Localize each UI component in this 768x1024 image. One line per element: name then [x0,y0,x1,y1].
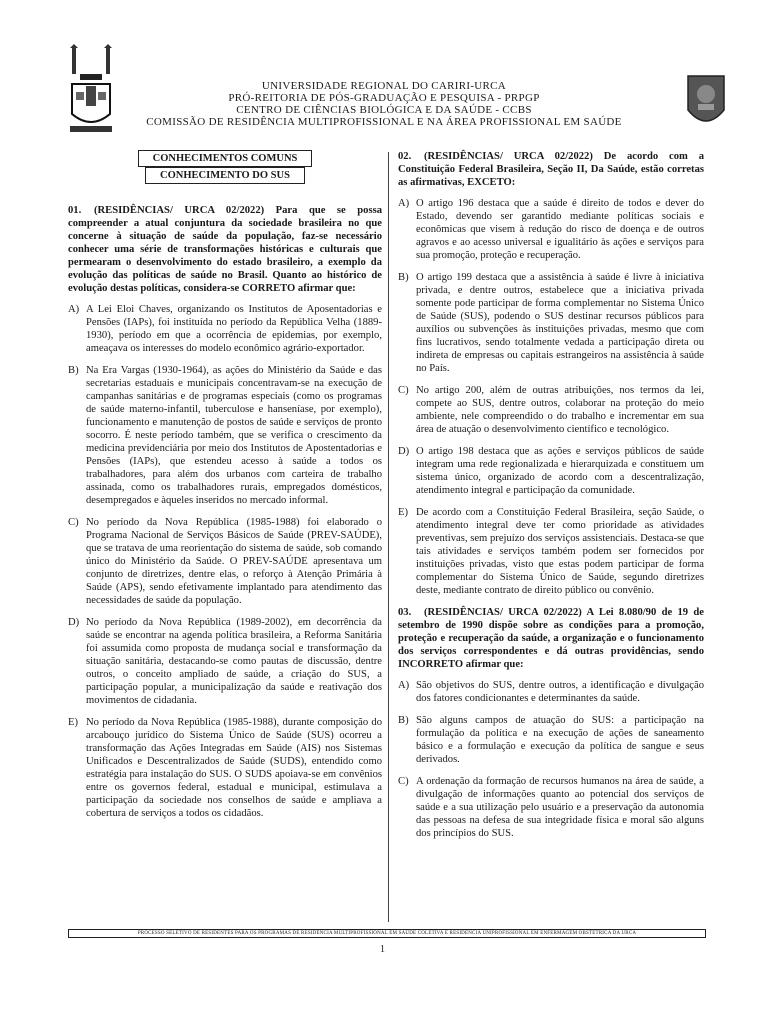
option-text: A ordenação da formação de recursos humanos na área de saúde, a divulgação de informações quanto ao potencial dos serviços de saúde e a sua utilização pelo usuário e a preservação da autonomia das pessoas na defesa de sua integridade física e moral são alguns dos princípios do SUS. [416,776,704,839]
option-text: São alguns campos de atuação do SUS: a participação na formulação da política e na execução de ações de saneamento básico e a formulação e execução da política de sangue e seus derivados. [416,715,704,765]
institution-header [0,80,768,140]
q02-option-b [398,271,704,375]
q02-option-e [398,506,704,597]
option-text: No período da Nova República (1989-2002), em decorrência da saúde se encontrar na agenda política brasileira, a Reforma Sanitária foi assumida como proposta de mudança social e transformação da situação sanitária, destacando-se como pautas de discussão, dentre outros, o conceito ampliado de saúde, a criação do SUS, a participação popular, a municipalização da saúde e reativação dos movimentos de cidadania. [86,617,382,706]
option-text: No período da Nova República (1985-1988), durante composição do arcabouço jurídico do Sistema Único de Saúde (SUS) ocorreu a transformação das Ações Integradas em Saúde (AIS) nos Sistemas Unificados e Descentralizados de Saúde (SUDS), entendido como estratégia para instalação do SUS. O SUDS apoiava-se em convênios entre os governos federal, estadual e municipal, estimulava a participação da sociedade nos conselhos de saúde e ampliava a cobertura de serviços a todos os cidadãos. [86,717,382,819]
option-letter: D) [398,446,410,457]
option-letter: E) [68,717,78,728]
section-box-common: CONHECIMENTOS COMUNS [138,150,313,167]
header-prorectorate: PRÓ-REITORIA DE PÓS-GRADUAÇÃO E PESQUISA - PRPGP [228,92,540,104]
q01-option-c [68,516,382,607]
section-box-sus: CONHECIMENTO DO SUS [145,167,305,184]
question-number: 01. [68,205,82,216]
option-text: O artigo 196 destaca que a saúde é direito de todos e dever do Estado, devendo ser garantido mediante políticas sociais e econômicas que visem à redução do risco de doença e de outros agravos e ao acesso universal e igualitário às ações e serviços para sua promoção, proteção e recuperação. [416,198,704,261]
question-01-stem [68,204,382,295]
option-letter: C) [68,517,79,528]
option-text: No artigo 200, além de outras atribuições, nos termos da lei, compete ao SUS, dentre outros, colaborar na proteção do meio ambiente, nele compreendido o do trabalho e incrementar em sua área de atuação o desenvolvimento científico e tecnológico. [416,385,704,435]
question-number: 02. [398,151,412,162]
q03-option-b [398,714,704,766]
option-text: O artigo 199 destaca que a assistência à saúde é livre à iniciativa privada, e dentre outros, estabelece que a iniciativa privada somente pode participar de forma complementar no Sistema Único de Saúde (SUS), podendo o SUS destinar recursos públicos para auxílios ou subvenções às instituições privadas, mesmo que com fins lucrativos, sendo totalmente vedada a participação direta ou indireta de empresas ou capitais estrangeiros na assistência à saúde no País. [416,272,704,374]
option-letter: B) [398,272,409,283]
option-text: A Lei Eloi Chaves, organizando os Institutos de Aposentadorias e Pensões (IAPs), foi instituída no período da República Velha (1889-1930), período em que a ocorrência de epidemias, por exemplo, ameaçava os interesses do modelo econômico agrário-exportador. [86,304,382,354]
footer-banner: PROCESSO SELETIVO DE RESIDENTES PARA OS PROGRAMAS DE RESIDÊNCIA MULTIPROFISSIONAL EM SAÚDE COLETIVA E RESIDÊNCIA UNIPROFISSIONAL EM ENFERMAGEM OBSTÉTRICA DA URCA [68,929,706,938]
option-text: De acordo com a Constituição Federal Brasileira, seção Saúde, o atendimento integral deve ter como prioridade as atividades preventivas, sem prejuízo dos serviços assistenciais. Destaca-se que tais atividades e serviços também podem ser fornecidos por instituições privadas, visto que estas podem participar de forma complementar do Sistema Único de Saúde, segundo diretrizes deste, mediante contrato de direito público ou convênio. [416,507,704,596]
option-letter: B) [68,365,79,376]
option-letter: C) [398,776,409,787]
q01-option-d [68,616,382,707]
header-university: UNIVERSIDADE REGIONAL DO CARIRI-URCA [261,80,507,92]
column-divider [388,152,389,922]
q01-option-a [68,303,382,355]
question-text: (RESIDÊNCIAS/ URCA 02/2022) De acordo com a Constituição Federal Brasileira, Seção II, Da Saúde, estão corretas as afirmativas, EXCETO: [398,151,704,188]
option-text: O artigo 198 destaca que as ações e serviços públicos de saúde integram uma rede regionalizada e hierarquizada e constituem um sistema único, organizado de acordo com a descentralização, atendimento integral e participação da comunidade. [416,446,704,496]
option-letter: B) [398,715,409,726]
page-number: 1 [380,944,385,955]
question-number: 03. [398,607,412,618]
option-text: Na Era Vargas (1930-1964), as ações do Ministério da Saúde e das secretarias estaduais e municipais concentravam-se na execução de campanhas sanitárias e de programas especiais (como os programas de saúde materno-infantil, tuberculose e hanseníase, por exemplo), funcionamento e manutenção de postos de saúde e serviços de pronto socorro. É neste período também, que se verifica o crescimento da medicina previdenciária por meio dos Institutos de Apostentadorias e Pensões (IAPs), que estendeu acesso à saúde a todos os trabalhadores, para além dos urbanos com carteira de trabalho assinada, como os trabalhadores rurais, empregados domésticos, desempregados e àqueles inseridos no mercado informal. [86,365,382,506]
left-column [68,150,382,829]
option-letter: E) [398,507,408,518]
option-letter: C) [398,385,409,396]
q02-option-d [398,445,704,497]
right-column [398,150,704,849]
section-title-boxes [68,150,382,184]
q02-option-c [398,384,704,436]
option-text: São objetivos do SUS, dentre outros, a identificação e divulgação dos fatores condicionantes e determinantes da saúde. [416,680,704,704]
question-02-stem [398,150,704,189]
option-letter: A) [398,680,410,691]
q02-option-a [398,197,704,262]
option-letter: A) [68,304,80,315]
q01-option-e [68,716,382,820]
header-commission: COMISSÃO DE RESIDÊNCIA MULTIPROFISSIONAL E NA ÁREA PROFISSIONAL EM SAÚDE [146,116,622,128]
q03-option-a [398,679,704,705]
header-center: CENTRO DE CIÊNCIAS BIOLÓGICA E DA SAÚDE - CCBS [236,104,532,116]
question-text: (RESIDÊNCIAS/ URCA 02/2022) A Lei 8.080/90 de 19 de setembro de 1990 dispõe sobre as condições para a promoção, proteção e recuperação da saúde, a organização e o funcionamento dos serviços correspondentes e dá outras providências, sendo INCORRETO afirmar que: [398,607,704,670]
option-letter: A) [398,198,410,209]
option-letter: D) [68,617,80,628]
question-text: (RESIDÊNCIAS/ URCA 02/2022) Para que se possa compreender a atual conjuntura da sociedade brasileira no que concerne à situação de saúde da população, faz-se necessário conhecer uma série de transformações históricas e culturais que permearam o desenvolvimento do estado brasileiro, a exemplo da evolução das políticas de saúde no Brasil. Quanto ao histórico de evolução destas políticas, considera-se CORRETO afirmar que: [68,205,382,294]
q03-option-c [398,775,704,840]
option-text: No período da Nova República (1985-1988) foi elaborado o Programa Nacional de Serviços Básicos de Saúde (PREV-SAÚDE), que se tratava de uma reorientação do sistema de saúde, sob comando único do Ministério da Saúde. O PREV-SAÚDE apresentava um conjunto de diretrizes, dentre elas, o reforço à Atenção Primária à Saúde (APS), sendo efetivamente implantado para atendimento das necessidades de saúde da população. [86,517,382,606]
question-03-stem [398,606,704,671]
q01-option-b [68,364,382,507]
